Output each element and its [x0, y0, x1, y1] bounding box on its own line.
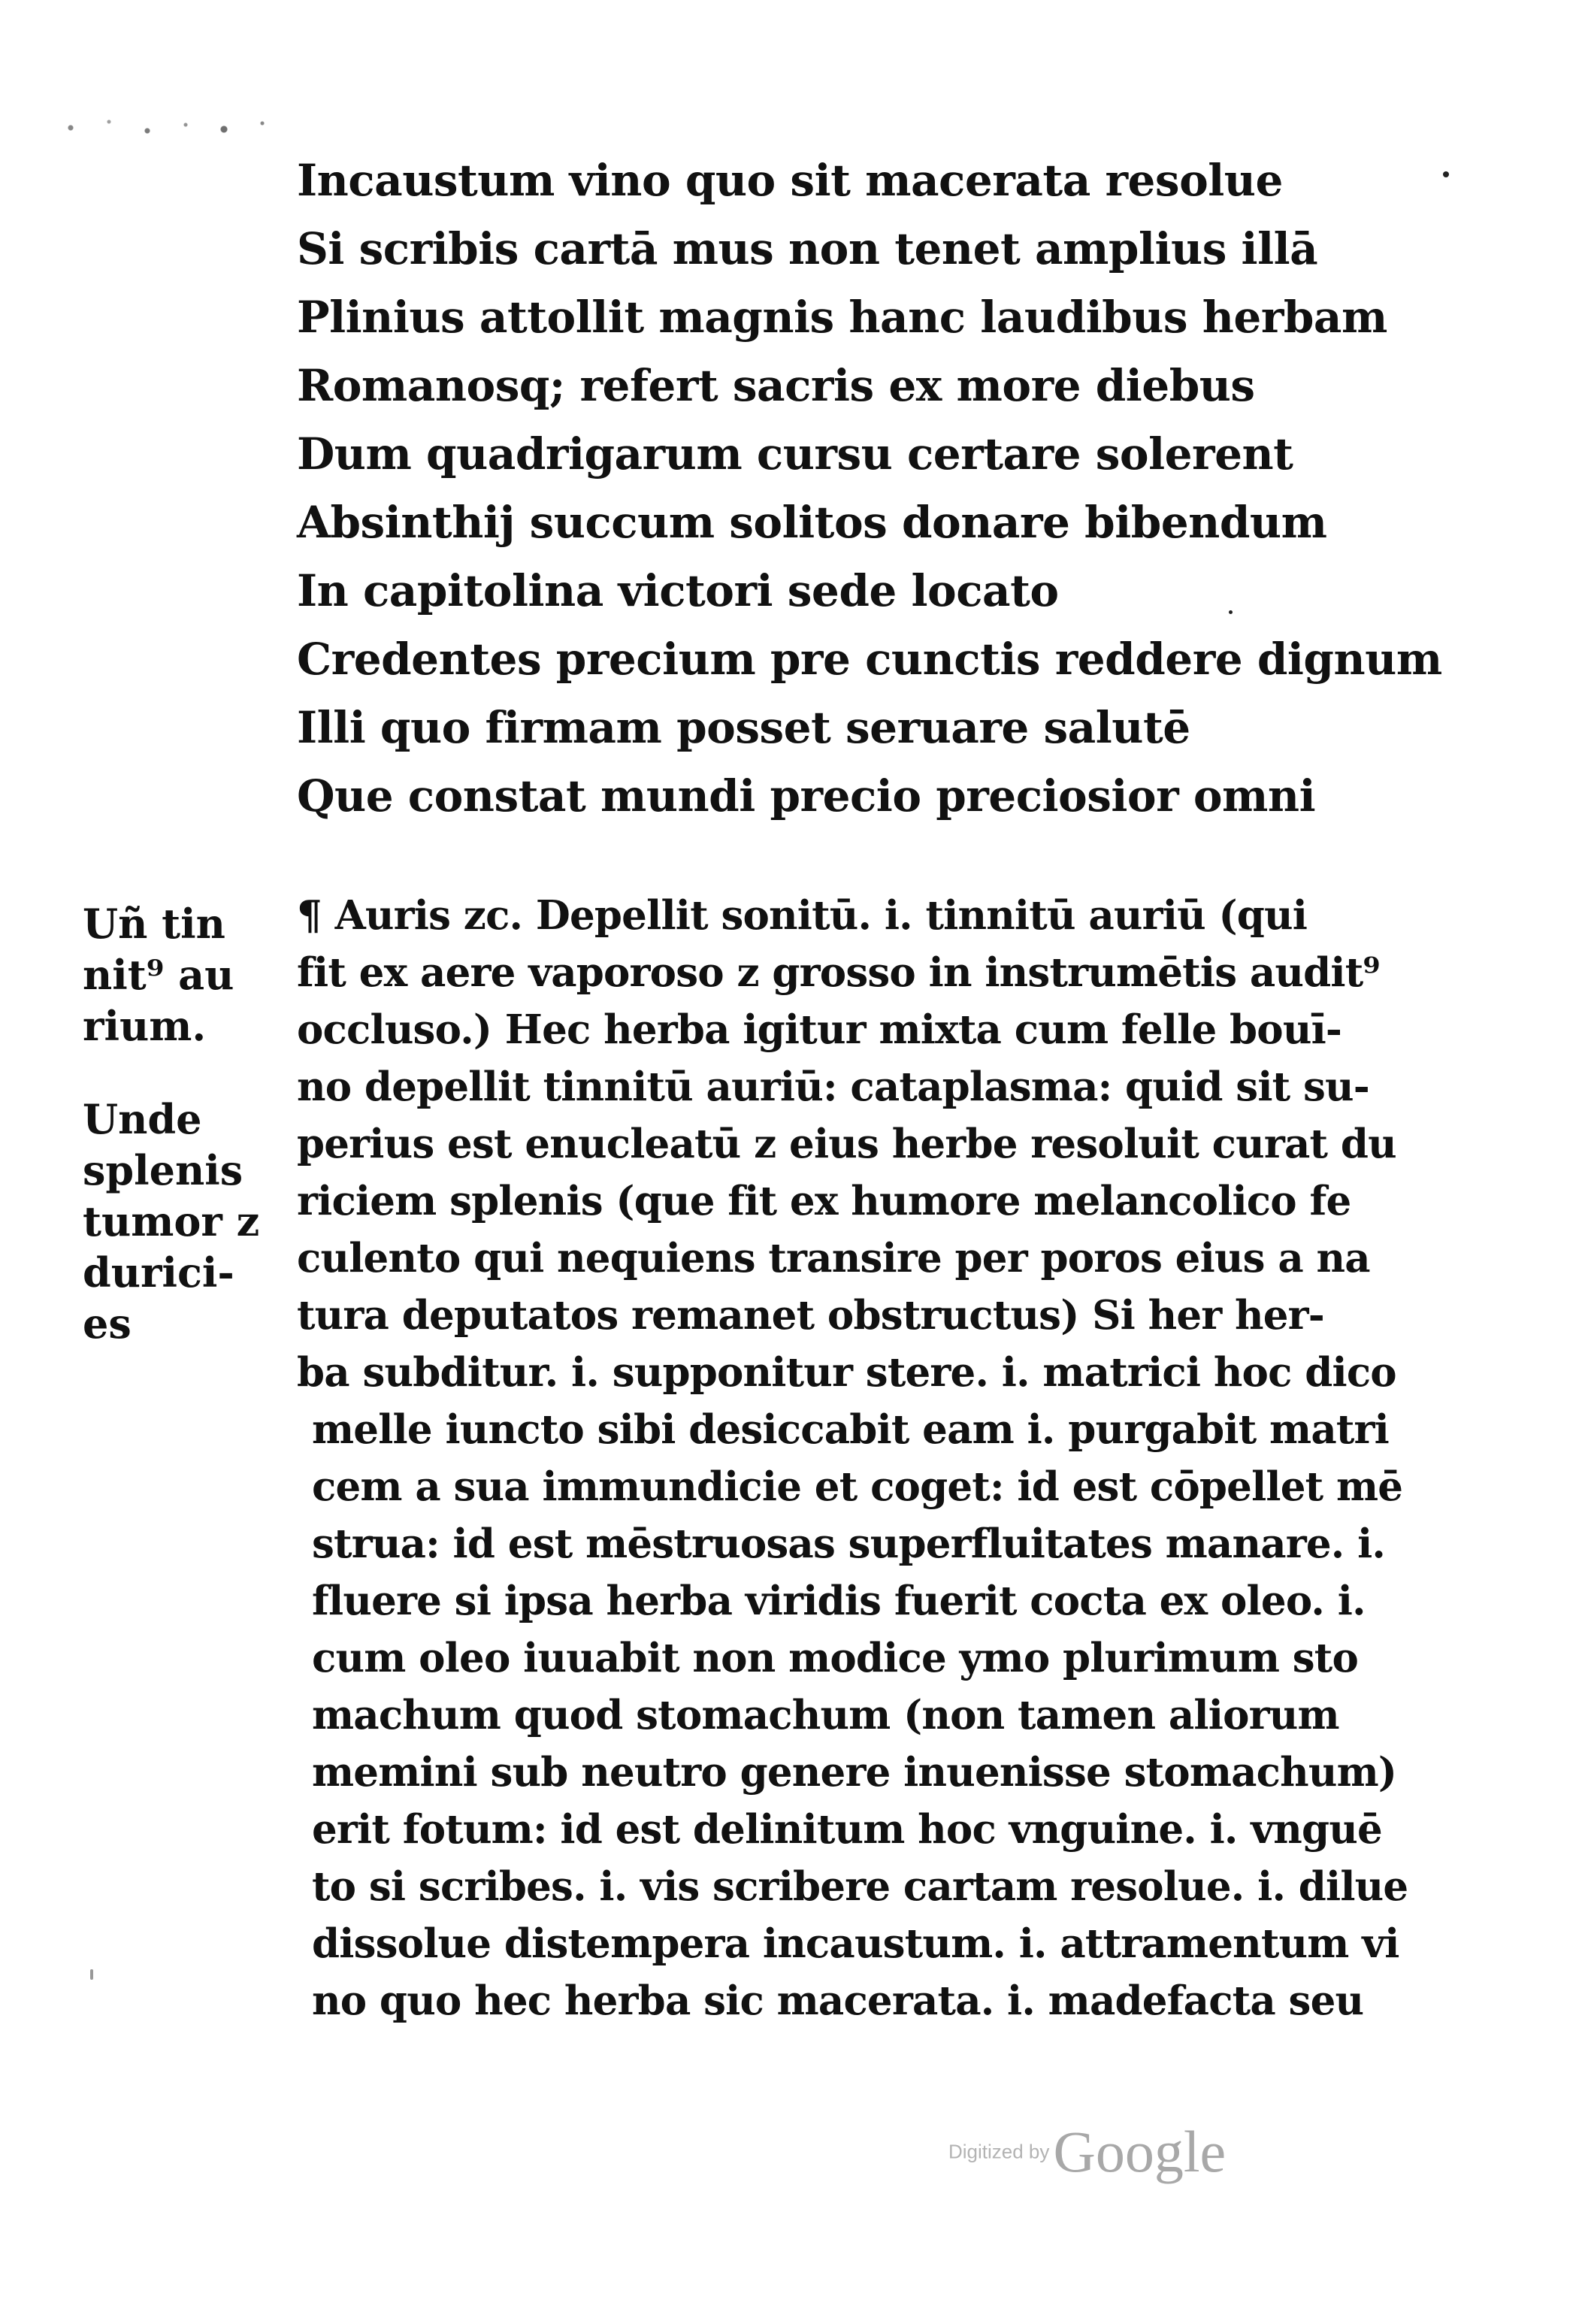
- verse-line: Dum quadrigarum cursu certare solerent: [297, 428, 1293, 480]
- verse-line: Romanosq; refert sacris ex more diebus: [297, 360, 1255, 411]
- commentary-line: perius est enucleatū z eius herbe resoluit curat du: [297, 1121, 1396, 1167]
- commentary-line: melle iuncto sibi desiccabit eam i. purgabit matri: [312, 1406, 1390, 1453]
- margin-note-line: Uñ tin: [83, 900, 225, 948]
- verse-block: [297, 147, 1499, 831]
- commentary-line: tura deputatos remanet obstructus) Si her her-: [297, 1292, 1325, 1339]
- watermark-prefix: Digitized by: [948, 2140, 1050, 2163]
- margin-note-line: durici-: [83, 1248, 234, 1297]
- verse-line: Credentes precium pre cunctis reddere dignum: [297, 634, 1442, 685]
- commentary-line: riciem splenis (que fit ex humore melancolico fe: [297, 1178, 1351, 1224]
- verse-line: Plinius attollit magnis hanc laudibus herbam: [297, 292, 1387, 343]
- margin-note: [83, 898, 286, 1052]
- commentary-line: strua: id est mēstruosas superfluitates manare. i.: [312, 1521, 1386, 1567]
- margin-notes: [83, 898, 286, 1391]
- verse-line: Si scribis cartā mus non tenet amplius illā: [297, 223, 1318, 274]
- commentary-line: fit ex aere vaporoso z grosso in instrumētis audit⁹: [297, 949, 1380, 996]
- commentary-line: machum quod stomachum (non tamen aliorum: [312, 1692, 1339, 1738]
- verse-line: Que constat mundi precio preciosior omni: [297, 770, 1316, 822]
- margin-note: [83, 1094, 286, 1349]
- commentary-line: fluere si ipsa herba viridis fuerit cocta ex oleo. i.: [312, 1578, 1366, 1624]
- scan-noise: [45, 113, 301, 143]
- ink-speck: [90, 1969, 93, 1980]
- commentary-line: memini sub neutro genere inuenisse stomachum): [312, 1749, 1397, 1796]
- verse-line: In capitolina victori sede locato: [297, 565, 1059, 616]
- commentary-line: ¶ Auris zc. Depellit sonitū. i. tinnitū auriū (qui: [297, 892, 1308, 939]
- margin-note-line: tumor z: [83, 1197, 260, 1245]
- commentary-line: cum oleo iuuabit non modice ymo plurimum sto: [312, 1635, 1359, 1681]
- verse-line: Illi quo firmam posset seruare salutē: [297, 702, 1190, 753]
- margin-note-line: es: [83, 1300, 132, 1348]
- commentary-line: ba subditur. i. supponitur stere. i. matrici hoc dico: [297, 1349, 1396, 1396]
- commentary-line: erit fotum: id est delinitum hoc vnguine. i. vnguē: [312, 1806, 1382, 1853]
- google-logo: Google: [1053, 2119, 1227, 2184]
- commentary-block: [297, 887, 1499, 2029]
- margin-note-line: nit⁹ au: [83, 951, 234, 999]
- commentary-line: dissolue distempera incaustum. i. attramentum vi: [312, 1920, 1399, 1967]
- commentary-line: cem a sua immundicie et coget: id est cōpellet mē: [312, 1463, 1403, 1510]
- digitized-by-google-watermark: [948, 2118, 1226, 2186]
- commentary-line: no quo hec herba sic macerata. i. madefacta seu: [312, 1978, 1364, 2024]
- verse-line: Incaustum vino quo sit macerata resolue: [297, 155, 1283, 206]
- margin-note-line: splenis: [83, 1146, 243, 1194]
- margin-note-line: Unde: [83, 1095, 202, 1143]
- commentary-line: to si scribes. i. vis scribere cartam resolue. i. dilue: [312, 1863, 1408, 1910]
- commentary-line: culento qui nequiens transire per poros eius a na: [297, 1235, 1370, 1282]
- margin-note-line: rium.: [83, 1002, 207, 1050]
- commentary-line: no depellit tinnitū auriū: cataplasma: quid sit su-: [297, 1064, 1369, 1110]
- commentary-line: occluso.) Hec herba igitur mixta cum felle bouī-: [297, 1006, 1342, 1053]
- verse-line: Absinthij succum solitos donare bibendum: [297, 497, 1327, 548]
